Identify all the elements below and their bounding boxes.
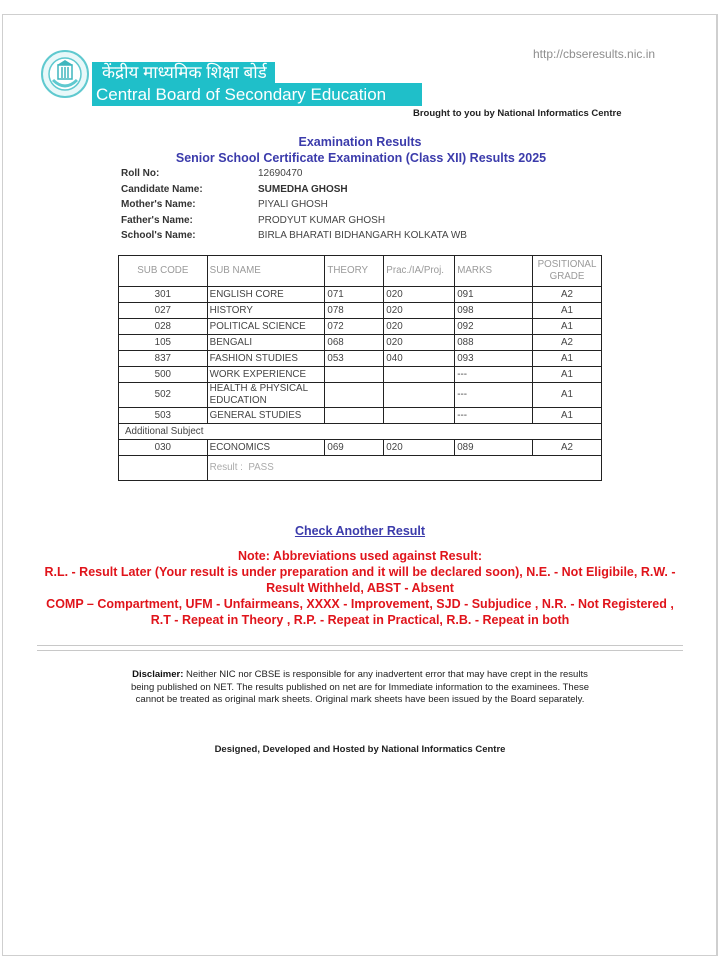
grade: A1 <box>533 367 602 383</box>
total-marks: --- <box>455 408 533 424</box>
total-marks: 098 <box>455 303 533 319</box>
practical-marks: 020 <box>384 440 455 456</box>
table-row <box>119 319 602 335</box>
sub-code: 027 <box>119 303 208 319</box>
check-another-result-link[interactable]: Check Another Result <box>294 524 426 538</box>
father-name-row <box>121 213 467 229</box>
english-title: Central Board of Secondary Education <box>92 83 422 106</box>
table-row <box>119 440 602 456</box>
col-header-sub-code: SUB CODE <box>119 256 208 287</box>
result-cell <box>207 456 601 481</box>
candidate-name-value: SUMEDHA GHOSH <box>258 183 348 195</box>
table-row <box>119 408 602 424</box>
grade: A2 <box>533 335 602 351</box>
field-label: Roll No: <box>121 168 160 179</box>
practical-marks <box>384 367 455 383</box>
practical-marks: 020 <box>384 287 455 303</box>
table-row <box>119 351 602 367</box>
col-header-sub-name: SUB NAME <box>207 256 325 287</box>
total-marks: 092 <box>455 319 533 335</box>
sub-code: 301 <box>119 287 208 303</box>
theory-marks: 078 <box>325 303 384 319</box>
divider <box>37 650 683 651</box>
total-marks: 091 <box>455 287 533 303</box>
sub-code: 028 <box>119 319 208 335</box>
practical-marks <box>384 383 455 408</box>
practical-marks: 020 <box>384 335 455 351</box>
mother-name-row <box>121 197 467 213</box>
col-header-grade: POSITIONAL GRADE <box>533 256 602 287</box>
candidate-info <box>121 166 467 244</box>
roll-no-row <box>121 166 467 182</box>
sub-code: 500 <box>119 367 208 383</box>
page-title: Examination Results <box>298 135 422 149</box>
grade: A2 <box>533 287 602 303</box>
total-marks: 093 <box>455 351 533 367</box>
table-header-row <box>119 256 602 287</box>
additional-subject-label: Additional Subject <box>119 424 602 440</box>
col-header-marks: MARKS <box>455 256 533 287</box>
theory-marks: 053 <box>325 351 384 367</box>
grade: A2 <box>533 440 602 456</box>
practical-marks: 020 <box>384 303 455 319</box>
designed-by-text: Designed, Developed and Hosted by National Informatics Centre <box>214 744 506 755</box>
grade: A1 <box>533 408 602 424</box>
divider <box>37 645 683 646</box>
results-title-block <box>0 134 720 166</box>
candidate-name-row <box>121 182 467 198</box>
result-value: PASS <box>248 462 274 473</box>
sub-name: FASHION STUDIES <box>207 351 325 367</box>
table-row <box>119 287 602 303</box>
disclaimer-label: Disclaimer: <box>132 669 184 680</box>
note-line-2: COMP – Compartment, UFM - Unfairmeans, XXXX - Improvement, SJD - Subjudice , N.R. - Not Registered , R.T - Repeat in Theory , R.P. - Repeat in Practical, R.B. - Repeat in both <box>46 597 674 627</box>
sub-code: 105 <box>119 335 208 351</box>
theory-marks <box>325 408 384 424</box>
field-label: Mother's Name: <box>121 199 196 210</box>
brought-by-text: Brought to you by National Informatics Centre <box>413 108 622 119</box>
table-row <box>119 383 602 408</box>
sub-code: 503 <box>119 408 208 424</box>
total-marks: --- <box>455 367 533 383</box>
sub-name: HISTORY <box>207 303 325 319</box>
theory-marks: 068 <box>325 335 384 351</box>
result-empty-cell <box>119 456 208 481</box>
sub-code: 030 <box>119 440 208 456</box>
table-row <box>119 367 602 383</box>
result-label: Result : <box>209 462 243 473</box>
exam-subtitle: Senior School Certificate Examination (Class XII) Results 2025 <box>175 151 547 165</box>
sub-name: ENGLISH CORE <box>207 287 325 303</box>
field-label: Candidate Name: <box>121 183 203 195</box>
father-name-value: PRODYUT KUMAR GHOSH <box>258 214 386 226</box>
grade: A1 <box>533 383 602 408</box>
note-heading: Note: Abbreviations used against Result: <box>237 549 483 563</box>
theory-marks <box>325 367 384 383</box>
field-label: School's Name: <box>121 230 196 241</box>
total-marks: --- <box>455 383 533 408</box>
grade: A1 <box>533 351 602 367</box>
field-label: Father's Name: <box>121 214 193 226</box>
col-header-theory: THEORY <box>325 256 384 287</box>
cbse-banner <box>92 62 422 106</box>
additional-subject-header-row <box>119 424 602 440</box>
sub-code: 502 <box>119 383 208 408</box>
grade: A1 <box>533 319 602 335</box>
sub-code: 837 <box>119 351 208 367</box>
sub-name: BENGALI <box>207 335 325 351</box>
theory-marks: 071 <box>325 287 384 303</box>
abbreviations-note <box>40 548 680 628</box>
hindi-title: केंद्रीय माध्यमिक शिक्षा बोर्ड <box>92 62 275 83</box>
site-url: http://cbseresults.nic.in <box>533 47 656 61</box>
theory-marks: 072 <box>325 319 384 335</box>
note-line-1: R.L. - Result Later (Your result is under preparation and it will be declared soon), N.E. - Not Eligibile, R.W. - Result Withheld, ABST - Absent <box>44 565 676 595</box>
sub-name: POLITICAL SCIENCE <box>207 319 325 335</box>
theory-marks <box>325 383 384 408</box>
cbse-emblem-icon <box>40 48 90 100</box>
grade: A1 <box>533 303 602 319</box>
disclaimer-text: Neither NIC nor CBSE is responsible for any inadvertent error that may have crept in the results being published on NET. The results published on net are for Immediate information to the examinees. These cannot be treated as original mark sheets. Original mark sheets have been issued by the Board separately. <box>130 669 590 705</box>
disclaimer <box>120 669 600 707</box>
school-name-value: BIRLA BHARATI BIDHANGARH KOLKATA WB <box>258 230 467 241</box>
marks-table <box>118 255 602 481</box>
practical-marks: 040 <box>384 351 455 367</box>
sub-name: GENERAL STUDIES <box>207 408 325 424</box>
theory-marks: 069 <box>325 440 384 456</box>
result-row <box>119 456 602 481</box>
practical-marks: 020 <box>384 319 455 335</box>
check-another-container <box>0 522 720 540</box>
practical-marks <box>384 408 455 424</box>
sub-name: HEALTH & PHYSICAL EDUCATION <box>207 383 325 408</box>
table-row <box>119 335 602 351</box>
roll-no-value: 12690470 <box>258 168 303 179</box>
sub-name: WORK EXPERIENCE <box>207 367 325 383</box>
col-header-practical: Prac./IA/Proj. <box>384 256 455 287</box>
table-row <box>119 303 602 319</box>
mother-name-value: PIYALI GHOSH <box>258 199 328 210</box>
sub-name: ECONOMICS <box>207 440 325 456</box>
total-marks: 089 <box>455 440 533 456</box>
school-name-row <box>121 228 467 244</box>
total-marks: 088 <box>455 335 533 351</box>
